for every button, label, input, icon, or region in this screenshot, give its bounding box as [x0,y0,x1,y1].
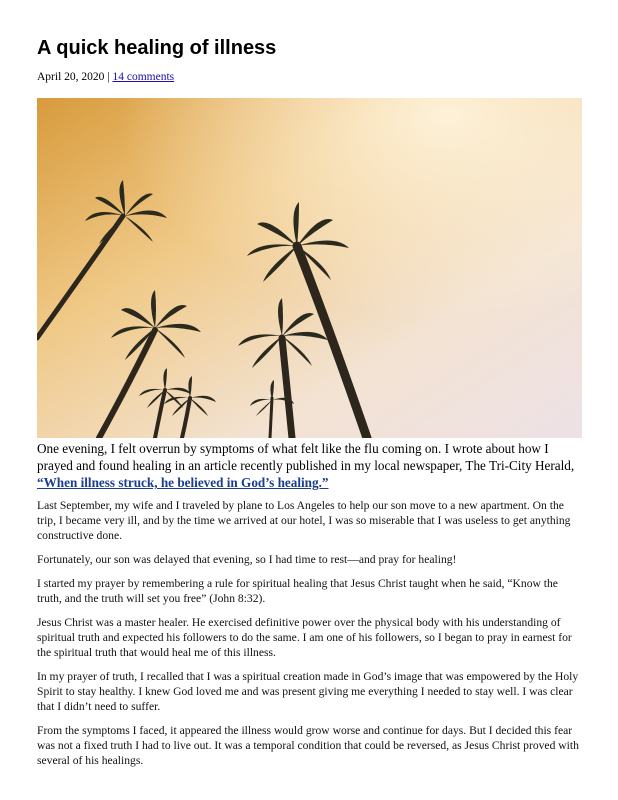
paragraph: Last September, my wife and I traveled by plane to Los Angeles to help our son move to a new apartment. On the trip, I became very ill, and by the time we arrived at our hotel, I was so miserable that I was useless to get anything constructive done. [37,499,571,542]
comments-link[interactable]: 14 comments [112,71,175,83]
palm-trees-photo [37,98,582,438]
article-meta [37,71,174,83]
publish-date: April 20, 2020 [37,71,105,83]
paragraph: From the symptoms I faced, it appeared the illness would grow worse and continue for days. But I decided this fear was not a fixed truth I had to live out. It was a temporal condition that could be reversed, as Jesus Christ proved with several of his healings. [37,724,579,767]
paragraph: I started my prayer by remembering a rule for spiritual healing that Jesus Christ taught when he said, “Know the truth, and the truth will set you free” (John 8:32). [37,577,558,605]
paragraph: Jesus Christ was a master healer. He exercised definitive power over the physical body with his understanding of spiritual truth and expected his followers to do the same. I am one of his followers, so I began to pray in earnest for the spiritual truth that would heal me of this illness. [37,616,572,659]
paragraph: Fortunately, our son was delayed that evening, so I had time to rest—and pray for healing! [37,553,457,566]
newspaper-article-link[interactable]: “When illness struck, he believed in God’s healing.” [37,475,329,490]
paragraph: In my prayer of truth, I recalled that I was a spiritual creation made in God’s image that was empowered by the Holy Spirit to stay healthy. I knew God loved me and was present giving me everything I needed to stay well. I was clear that I didn’t need to suffer. [37,670,579,713]
article-title: A quick healing of illness [37,37,277,59]
intro-text: One evening, I felt overrun by symptoms of what felt like the flu coming on. I wrote about how I prayed and found healing in an article recently published in my local newspaper, The Tri-City Herald, [37,441,575,473]
article-body [37,498,582,777]
meta-separator: | [107,71,110,83]
article-intro [37,440,582,491]
